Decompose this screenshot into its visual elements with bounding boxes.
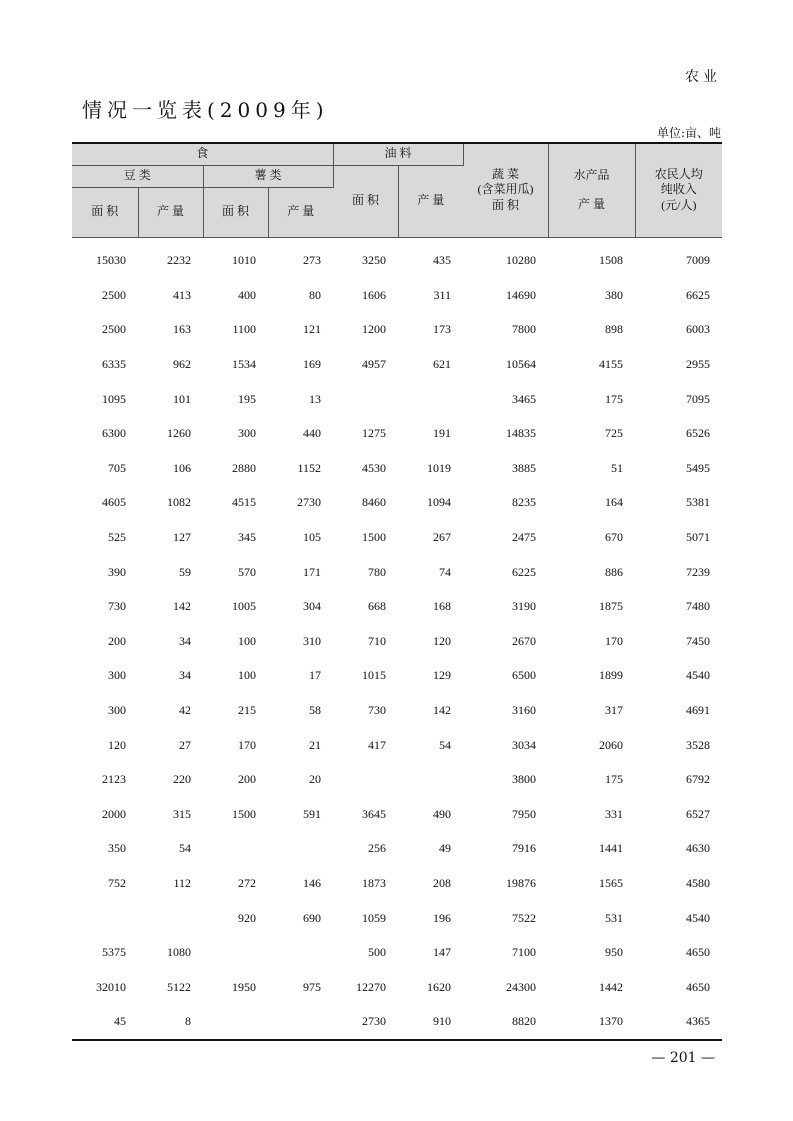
table-cell: 7800: [512, 322, 537, 337]
table-cell: 5381: [686, 495, 711, 510]
table-cell: 1019: [427, 460, 452, 475]
table-cell: 58: [309, 703, 322, 718]
header-vegetable-mid: (含菜用瓜): [477, 182, 534, 197]
header-income-l2: 纯收入: [660, 182, 697, 197]
table-cell: 4540: [686, 668, 711, 683]
table-cell: 705: [108, 460, 126, 475]
table-cell: 1082: [167, 495, 191, 510]
table-cell: 2670: [512, 633, 537, 648]
table-cell: 7522: [512, 910, 537, 925]
table-row: [72, 520, 722, 555]
table-cell: 300: [108, 668, 126, 683]
table-row: [72, 451, 722, 486]
table-cell: 105: [303, 530, 322, 545]
header-grain: 食: [72, 143, 333, 165]
table-cell: 208: [433, 875, 452, 890]
table-cell: 6500: [512, 668, 537, 683]
table-cell: 4365: [686, 1014, 711, 1029]
header-aquatic-bottom: 产 量: [578, 197, 606, 212]
table-cell: 1080: [167, 945, 191, 960]
table-cell: 14690: [506, 287, 537, 302]
table-cell: 4540: [686, 910, 711, 925]
table-cell: 34: [179, 633, 191, 648]
table-cell: [268, 832, 333, 867]
table-cell: 2500: [102, 287, 126, 302]
table-cell: 5495: [686, 460, 711, 475]
table-cell: 1950: [232, 979, 256, 994]
table-cell: 12270: [356, 979, 387, 994]
table-cell: 591: [303, 806, 322, 821]
table-cell: 2123: [102, 772, 126, 787]
header-oil: 油 料: [333, 143, 463, 165]
header-tubers-output: 产 量: [268, 187, 333, 237]
table-cell: 2955: [686, 357, 711, 372]
table-cell: 1500: [232, 806, 256, 821]
table-cell: 670: [605, 530, 624, 545]
table-cell: 34: [179, 668, 191, 683]
table-cell: 142: [433, 703, 452, 718]
table-cell: 1534: [232, 357, 256, 372]
table-cell: 42: [179, 703, 191, 718]
page-title: 情况一览表(2009年): [82, 98, 329, 122]
table-cell: 100: [238, 668, 256, 683]
table-cell: 331: [605, 806, 624, 821]
table-row: [72, 797, 722, 832]
table-cell: 163: [173, 322, 191, 337]
table-cell: 1200: [362, 322, 387, 337]
table-row: [72, 313, 722, 348]
table-cell: 3034: [512, 737, 537, 752]
table-cell: 435: [433, 253, 452, 268]
header-oil-output: 产 量: [398, 165, 463, 237]
table-cell: 1100: [232, 322, 256, 337]
table-cell: 345: [238, 530, 256, 545]
table-cell: 273: [303, 253, 322, 268]
section-label: 农业: [685, 69, 721, 85]
table-cell: 19876: [506, 875, 537, 890]
table-cell: 730: [368, 703, 387, 718]
table-row: [72, 382, 722, 417]
table-cell: 2500: [102, 322, 126, 337]
table-cell: 3250: [362, 253, 387, 268]
table-cell: 7950: [512, 806, 537, 821]
table-cell: 8235: [512, 495, 537, 510]
table-cell: [398, 762, 463, 797]
table-cell: 6625: [686, 287, 711, 302]
table-cell: 6300: [102, 426, 126, 441]
table-cell: 4691: [686, 703, 711, 718]
table-cell: 3190: [512, 599, 537, 614]
table-cell: 7095: [686, 391, 711, 406]
table-cell: 1899: [599, 668, 624, 683]
table-cell: 21: [309, 737, 322, 752]
table-cell: 195: [238, 391, 256, 406]
table-cell: 6335: [102, 357, 126, 372]
header-vegetable: [463, 143, 548, 237]
header-income-l3: (元/人): [661, 198, 697, 213]
table-cell: 780: [368, 564, 387, 579]
table-cell: 169: [303, 357, 322, 372]
table-cell: 3465: [512, 391, 537, 406]
table-cell: [72, 901, 138, 936]
table-cell: 920: [238, 910, 256, 925]
table-cell: 668: [368, 599, 387, 614]
agriculture-table: [72, 142, 722, 1039]
header-tubers-area: 面 积: [203, 187, 268, 237]
table-cell: 4515: [232, 495, 256, 510]
table-row: [72, 347, 722, 382]
table-cell: 173: [433, 322, 452, 337]
table-cell: 168: [433, 599, 452, 614]
table-cell: 8820: [512, 1014, 537, 1029]
table-cell: 54: [439, 737, 452, 752]
table-cell: 51: [611, 460, 624, 475]
table-cell: [333, 762, 398, 797]
table-cell: 4605: [102, 495, 126, 510]
table-cell: 171: [303, 564, 322, 579]
table-cell: 1441: [599, 841, 624, 856]
table-cell: 8: [185, 1014, 191, 1029]
table-cell: 310: [303, 633, 322, 648]
table-cell: 120: [433, 633, 452, 648]
table-cell: 1010: [232, 253, 256, 268]
table-cell: 106: [173, 460, 191, 475]
table-cell: 3800: [512, 772, 537, 787]
page-number: — 201 —: [651, 1050, 715, 1066]
table-body: [72, 237, 722, 1039]
table-cell: 886: [605, 564, 624, 579]
table-cell: 32010: [96, 979, 126, 994]
table-cell: 300: [108, 703, 126, 718]
table-cell: 120: [108, 737, 126, 752]
table-cell: 910: [433, 1014, 452, 1029]
table-cell: 304: [303, 599, 322, 614]
table-cell: 1152: [297, 460, 322, 475]
table-cell: 24300: [506, 979, 537, 994]
table-cell: 570: [238, 564, 256, 579]
header-income: [635, 143, 722, 237]
table-cell: 13: [309, 391, 322, 406]
table-cell: 390: [108, 564, 126, 579]
table-cell: 300: [238, 426, 256, 441]
header-income-l1: 农民人均: [654, 166, 703, 181]
table-cell: 621: [433, 357, 452, 372]
table-cell: 1015: [362, 668, 387, 683]
table-cell: 400: [238, 287, 256, 302]
table-cell: 4155: [599, 357, 624, 372]
table-row: [72, 624, 722, 659]
table-cell: 417: [368, 737, 387, 752]
table-cell: 121: [303, 322, 322, 337]
table-cell: 200: [108, 633, 126, 648]
table-cell: 2730: [297, 495, 322, 510]
table-cell: 170: [238, 737, 256, 752]
table-row: [72, 901, 722, 936]
table-cell: 730: [108, 599, 126, 614]
table-cell: [398, 382, 463, 417]
table-cell: 4650: [686, 945, 711, 960]
table-cell: 6792: [686, 772, 711, 787]
table-cell: 7009: [686, 253, 711, 268]
table-cell: 1059: [362, 910, 387, 925]
table-cell: 10564: [506, 357, 537, 372]
table-cell: 2232: [167, 253, 191, 268]
table-cell: 2880: [232, 460, 256, 475]
table-cell: 7916: [512, 841, 537, 856]
table-cell: [203, 832, 268, 867]
table-cell: 1873: [362, 875, 387, 890]
table-row: [72, 728, 722, 763]
table-cell: 7100: [512, 945, 537, 960]
table-cell: 127: [173, 530, 191, 545]
table-cell: 27: [179, 737, 191, 752]
table-cell: 3160: [512, 703, 537, 718]
table-cell: 531: [605, 910, 624, 925]
table-header: [72, 143, 722, 237]
table-cell: 8460: [362, 495, 387, 510]
header-beans-output: 产 量: [138, 187, 203, 237]
table-cell: 2730: [362, 1014, 387, 1029]
table-cell: 74: [439, 564, 452, 579]
table-row: [72, 693, 722, 728]
table-cell: 4630: [686, 841, 711, 856]
table-cell: 142: [173, 599, 191, 614]
table-cell: 500: [368, 945, 387, 960]
table-cell: 6526: [686, 426, 711, 441]
table-cell: 146: [303, 875, 322, 890]
table-cell: 2000: [102, 806, 126, 821]
table-cell: 256: [368, 841, 387, 856]
table-cell: 3885: [512, 460, 537, 475]
unit-label: 单位:亩、吨: [656, 126, 721, 140]
table-cell: 525: [108, 530, 126, 545]
table-row: [72, 866, 722, 901]
table-cell: 950: [605, 945, 624, 960]
table-cell: 5071: [686, 530, 711, 545]
table-cell: 20: [309, 772, 322, 787]
table-cell: 100: [238, 633, 256, 648]
table-cell: 4957: [362, 357, 387, 372]
table-row: [72, 416, 722, 451]
table-cell: 350: [108, 841, 126, 856]
table-row: [72, 832, 722, 867]
table-cell: 17: [309, 668, 322, 683]
table-row: [72, 970, 722, 1005]
table-row: [72, 589, 722, 624]
table-cell: 175: [605, 391, 624, 406]
table-cell: 191: [433, 426, 452, 441]
table-cell: 215: [238, 703, 256, 718]
table-cell: 4530: [362, 460, 387, 475]
table-cell: 1875: [599, 599, 624, 614]
table-cell: 725: [605, 426, 624, 441]
table-cell: 490: [433, 806, 452, 821]
table-cell: 200: [238, 772, 256, 787]
table-cell: 101: [173, 391, 191, 406]
table-cell: [203, 1005, 268, 1040]
table-cell: 6225: [512, 564, 537, 579]
table-row: [72, 278, 722, 313]
table-cell: 7239: [686, 564, 711, 579]
table-cell: [203, 935, 268, 970]
table-cell: 1005: [232, 599, 256, 614]
table-cell: 14835: [506, 426, 537, 441]
table-cell: 1095: [102, 391, 126, 406]
table-cell: 1500: [362, 530, 387, 545]
header-beans-area: 面 积: [72, 187, 138, 237]
table-cell: 1094: [427, 495, 452, 510]
table-cell: 1508: [599, 253, 624, 268]
table-cell: 7480: [686, 599, 711, 614]
table-cell: 267: [433, 530, 452, 545]
table-cell: 49: [439, 841, 452, 856]
table-cell: [268, 935, 333, 970]
table-cell: 5375: [102, 945, 126, 960]
table-cell: 380: [605, 287, 624, 302]
table-row: [72, 555, 722, 590]
table-cell: 4650: [686, 979, 711, 994]
table-cell: 6003: [686, 322, 711, 337]
table-cell: 15030: [96, 253, 126, 268]
table-row: [72, 486, 722, 521]
bottom-rule: [72, 1039, 722, 1041]
header-aquatic: [548, 143, 635, 237]
header-vegetable-bottom: 面 积: [492, 198, 520, 213]
table-cell: 170: [605, 633, 624, 648]
table-cell: 6527: [686, 806, 711, 821]
table-cell: 2060: [599, 737, 624, 752]
table-cell: 129: [433, 668, 452, 683]
table-row: [72, 935, 722, 970]
header-oil-area: 面 积: [333, 165, 398, 237]
table-cell: 45: [114, 1014, 126, 1029]
data-table-container: [72, 142, 722, 1041]
table-cell: 975: [303, 979, 322, 994]
table-cell: 1370: [599, 1014, 624, 1029]
table-cell: 59: [179, 564, 191, 579]
table-cell: 317: [605, 703, 624, 718]
table-cell: 690: [303, 910, 322, 925]
table-row: [72, 237, 722, 278]
table-cell: 1620: [427, 979, 452, 994]
table-cell: [138, 901, 203, 936]
table-cell: 112: [173, 875, 191, 890]
table-cell: 3528: [686, 737, 711, 752]
table-cell: 175: [605, 772, 624, 787]
table-cell: 962: [173, 357, 191, 372]
header-aquatic-top: 水产品: [573, 167, 610, 182]
table-cell: 272: [238, 875, 256, 890]
table-cell: 54: [179, 841, 191, 856]
table-cell: 1442: [599, 979, 624, 994]
table-cell: [268, 1005, 333, 1040]
table-row: [72, 1005, 722, 1040]
header-tubers: 薯 类: [203, 165, 333, 187]
table-cell: 413: [173, 287, 191, 302]
table-cell: 147: [433, 945, 452, 960]
table-cell: 1606: [362, 287, 387, 302]
table-cell: 1565: [599, 875, 624, 890]
table-cell: 1260: [167, 426, 191, 441]
table-cell: 4580: [686, 875, 711, 890]
header-vegetable-top: 蔬 菜: [492, 166, 520, 181]
table-cell: 10280: [506, 253, 537, 268]
table-cell: 2475: [512, 530, 537, 545]
table-cell: 752: [108, 875, 126, 890]
table-cell: 3645: [362, 806, 387, 821]
table-row: [72, 659, 722, 694]
table-cell: 440: [303, 426, 322, 441]
table-cell: [333, 382, 398, 417]
table-cell: 710: [368, 633, 387, 648]
header-beans: 豆 类: [72, 165, 203, 187]
table-cell: 898: [605, 322, 624, 337]
table-cell: 196: [433, 910, 452, 925]
table-cell: 5122: [167, 979, 191, 994]
table-cell: 7450: [686, 633, 711, 648]
table-cell: 164: [605, 495, 624, 510]
table-row: [72, 762, 722, 797]
table-cell: 311: [433, 287, 452, 302]
table-cell: 80: [309, 287, 322, 302]
table-cell: 220: [173, 772, 191, 787]
table-cell: 315: [173, 806, 191, 821]
table-cell: 1275: [362, 426, 387, 441]
